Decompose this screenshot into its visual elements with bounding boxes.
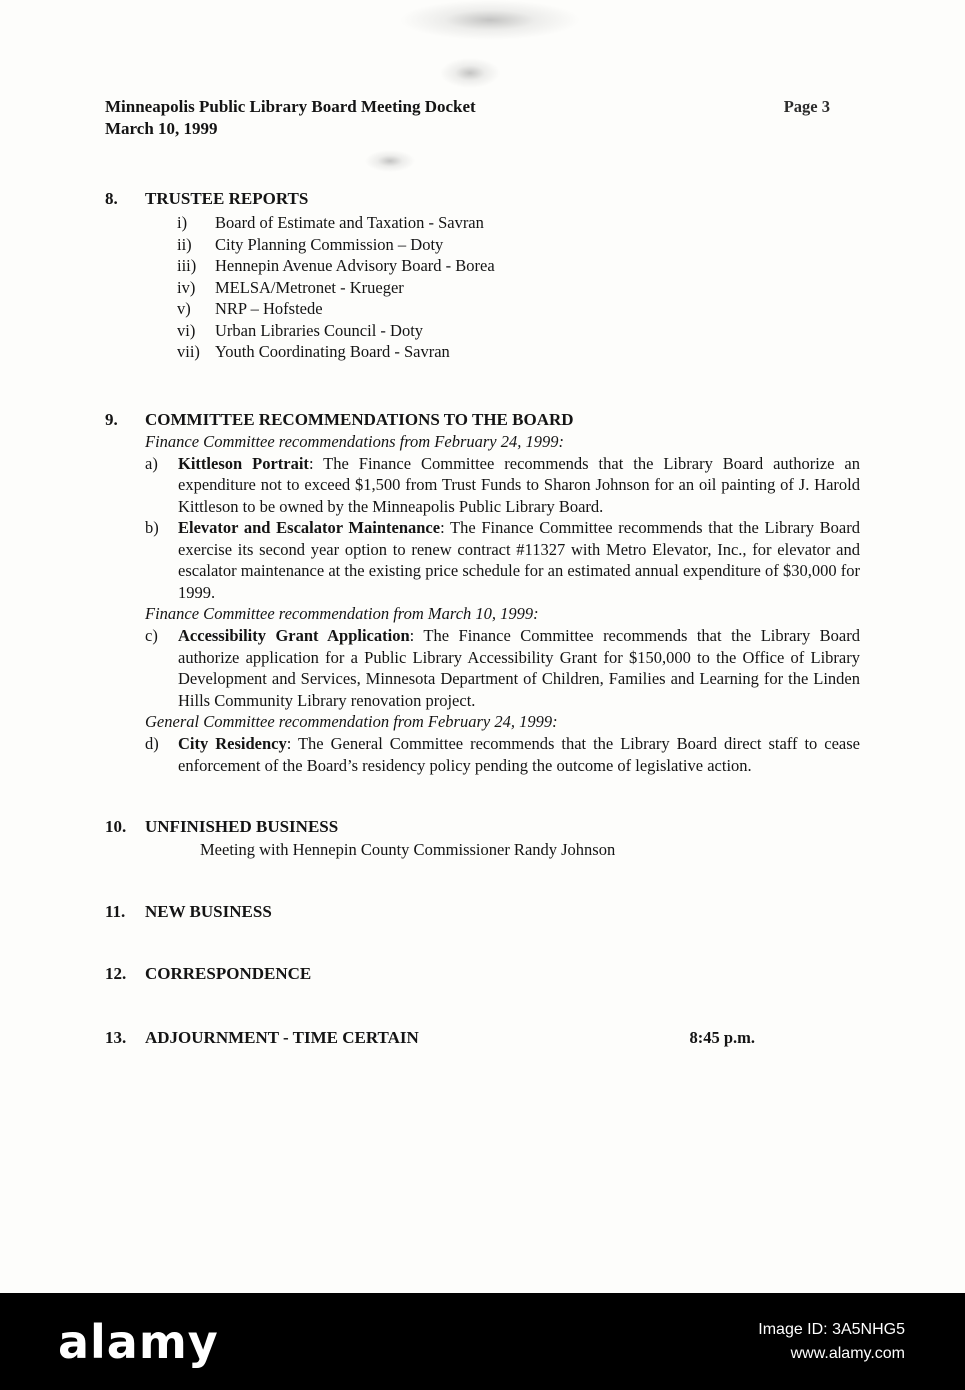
section-heading — [105, 188, 860, 210]
section-number: 8. — [105, 189, 118, 208]
section-heading — [105, 816, 860, 838]
item-text — [178, 625, 860, 711]
item-text — [178, 733, 860, 776]
section-heading — [105, 901, 860, 923]
page-number: Page 3 — [783, 97, 830, 116]
item-text: MELSA/Metronet - Krueger — [215, 277, 404, 297]
item-text: Board of Estimate and Taxation - Savran — [215, 213, 484, 232]
image-id: Image ID: 3A5NHG5 — [758, 1320, 905, 1338]
item-body: : The Finance Committee recommends that the Library Board authorize an expenditure not to exceed $1,500 from Trust Funds to Sharon Johnson for an oil painting of J. Harold Kittleson to be owned by the Minneapolis Public Library Board. — [178, 453, 860, 516]
unfinished-business-item: Meeting with Hennepin County Commissioner Randy Johnson — [200, 840, 616, 859]
watermark-url: www.alamy.com — [790, 1344, 905, 1362]
item-label: iii) — [177, 256, 197, 275]
section-number: 13. — [105, 1028, 127, 1047]
section-heading — [105, 409, 860, 431]
committee-intro-finance-mar: Finance Committee recommendation from March 10, 1999: — [145, 604, 539, 623]
item-body: : The Finance Committee recommends that the Library Board exercise its second year option to renew contract #11327 with Metro Elevator, Inc., for elevator and escalator maintenance at the existing price schedule for an estimated annual expenditure of $30,000 for 1999. — [178, 518, 860, 602]
watermark-info — [758, 1318, 905, 1366]
item-text: Youth Coordinating Board - Savran — [215, 342, 450, 361]
document-titles — [105, 96, 476, 140]
doc-date: March 10, 1999 — [105, 119, 218, 138]
item-body: : The Finance Committee recommends that the Library Board authorize application for a Public Library Accessibility Grant for $150,000 to the Office of Library Development and Services, Minnesota Department of Children, Families and Learning for the Linden Hills Community Library renovation project. — [178, 626, 860, 710]
item-body: : The General Committee recommends that the Library Board direct staff to cease enforcement of the Board’s residency policy pending the outcome of legislative action. — [178, 734, 860, 775]
list-item — [177, 212, 860, 234]
section-committee-recommendations — [105, 409, 860, 777]
item-text: Urban Libraries Council - Doty — [215, 320, 424, 340]
section-heading — [105, 1027, 419, 1049]
item-label: c) — [145, 626, 158, 645]
document-header — [105, 96, 860, 140]
item-label: i) — [177, 213, 188, 232]
list-item — [177, 298, 860, 320]
section-unfinished-business — [105, 816, 860, 861]
item-title: City Residency — [178, 734, 287, 753]
item-label: b) — [145, 518, 159, 537]
item-label: ii) — [177, 234, 192, 254]
item-text — [178, 453, 860, 518]
trustee-report-list — [105, 212, 860, 363]
recommendation-item-b — [145, 517, 860, 603]
section-title: TRUSTEE REPORTS — [145, 189, 309, 208]
list-item — [177, 234, 860, 256]
section-adjournment — [105, 1027, 860, 1049]
recommendation-item-a — [145, 453, 860, 518]
list-item — [177, 341, 860, 363]
adjournment-time: 8:45 p.m. — [689, 1028, 755, 1047]
recommendation-item-c — [145, 625, 860, 711]
committee-body — [145, 431, 860, 777]
section-title: ADJOURNMENT - TIME CERTAIN — [145, 1028, 419, 1047]
doc-title: Minneapolis Public Library Board Meeting Docket — [105, 97, 476, 116]
section-number: 12. — [105, 964, 127, 983]
section-new-business — [105, 901, 860, 923]
item-title: Kittleson Portrait — [178, 453, 309, 473]
committee-intro-finance-feb: Finance Committee recommendations from February 24, 1999: — [145, 431, 564, 451]
item-label: vi) — [177, 320, 196, 340]
section-trustee-reports — [105, 188, 860, 363]
item-label: iv) — [177, 277, 196, 297]
section-title: CORRESPONDENCE — [145, 964, 312, 983]
section-title: COMMITTEE RECOMMENDATIONS TO THE BOARD — [145, 409, 574, 429]
section-title: UNFINISHED BUSINESS — [145, 817, 339, 836]
section-correspondence — [105, 963, 860, 985]
item-title: Accessibility Grant Application — [178, 626, 410, 645]
item-title: Elevator and Escalator Maintenance — [178, 518, 441, 537]
section-number: 11. — [105, 902, 126, 921]
section-heading — [105, 963, 860, 985]
item-text: Hennepin Avenue Advisory Board - Borea — [215, 256, 495, 275]
item-label: vii) — [177, 342, 200, 361]
item-text: NRP – Hofstede — [215, 299, 323, 318]
section-title: NEW BUSINESS — [145, 902, 272, 921]
committee-intro-general-feb: General Committee recommendation from February 24, 1999: — [145, 712, 558, 731]
list-item — [177, 277, 860, 299]
list-item — [177, 320, 860, 342]
alamy-logo: alamy — [58, 1314, 219, 1369]
item-text: City Planning Commission – Doty — [215, 234, 444, 254]
item-label: v) — [177, 299, 191, 318]
item-text — [178, 517, 860, 603]
section-number: 10. — [105, 817, 127, 836]
section-number: 9. — [105, 409, 118, 429]
list-item — [177, 255, 860, 277]
item-label: d) — [145, 734, 159, 753]
watermark-bar — [0, 1293, 965, 1390]
recommendation-item-d — [145, 733, 860, 776]
item-label: a) — [145, 453, 158, 473]
